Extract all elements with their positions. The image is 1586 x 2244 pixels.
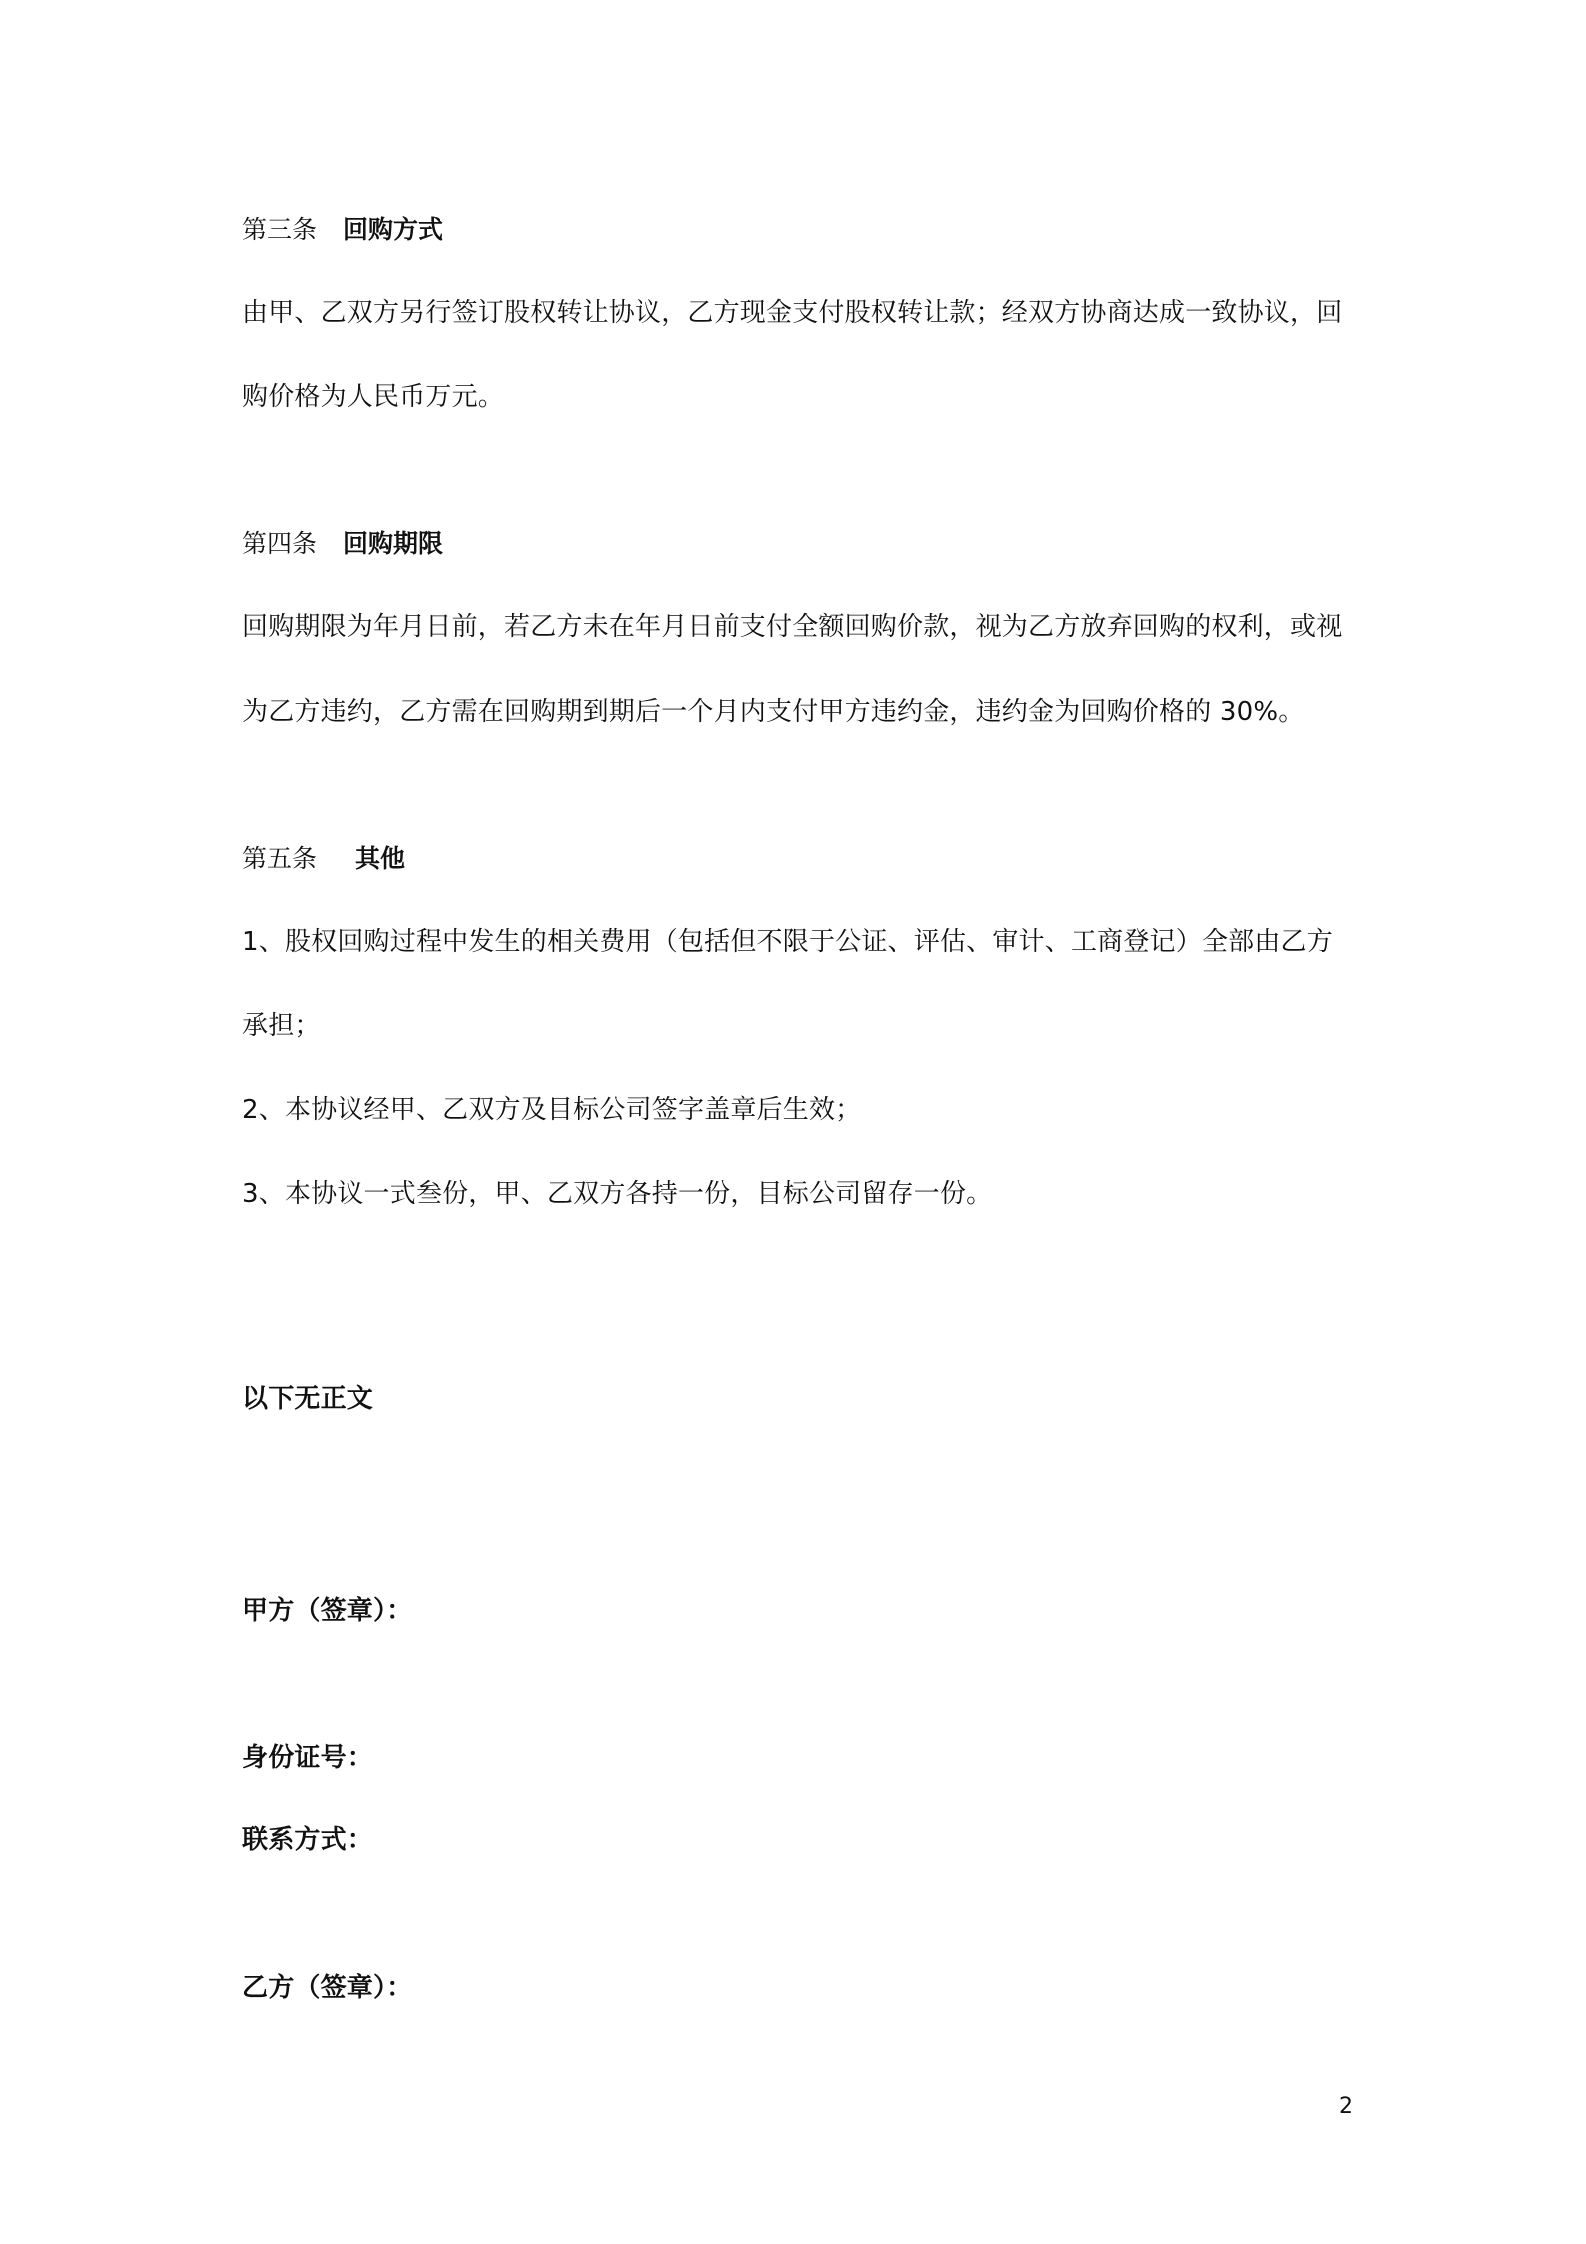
article4-line2: 为乙方违约，乙方需在回购期到期后一个月内支付甲方违约金，违约金为回购价格的 30%。	[242, 697, 1305, 727]
id-number-label: 身份证号：	[242, 1743, 374, 1773]
article3-line2: 购价格为人民币万元。	[242, 382, 505, 412]
party-a-signature-label: 甲方（签章）：	[242, 1596, 413, 1626]
article3-number: 第三条	[242, 215, 318, 244]
article5-title: 其他	[355, 844, 406, 873]
article4-heading	[242, 527, 443, 561]
no-more-text: 以下无正文	[242, 1384, 374, 1414]
article4-title: 回购期限	[343, 529, 444, 558]
article5-item2: 2、本协议经甲、乙双方及目标公司签字盖章后生效；	[242, 1095, 862, 1125]
article5-number: 第五条	[242, 844, 318, 873]
article5-item1-line2: 承担；	[242, 1011, 321, 1041]
article5-item3: 3、本协议一式叁份，甲、乙双方各持一份，目标公司留存一份。	[242, 1179, 993, 1209]
article5-heading	[242, 842, 405, 876]
party-b-signature-label: 乙方（签章）：	[242, 1973, 413, 2003]
contact-label: 联系方式：	[242, 1825, 374, 1855]
article3-line1: 由甲、乙双方另行签订股权转让协议，乙方现金支付股权转让款；经双方协商达成一致协议，回	[242, 298, 1343, 328]
article4-number: 第四条	[242, 529, 318, 558]
article4-line1: 回购期限为年月日前，若乙方未在年月日前支付全额回购价款，视为乙方放弃回购的权利，或视	[242, 612, 1343, 642]
article5-item1-line1: 1、股权回购过程中发生的相关费用（包括但不限于公证、评估、审计、工商登记）全部由乙方	[242, 927, 1333, 957]
article3-title: 回购方式	[343, 215, 444, 244]
page-number: 2	[1339, 2094, 1353, 2119]
article3-heading	[242, 213, 443, 247]
